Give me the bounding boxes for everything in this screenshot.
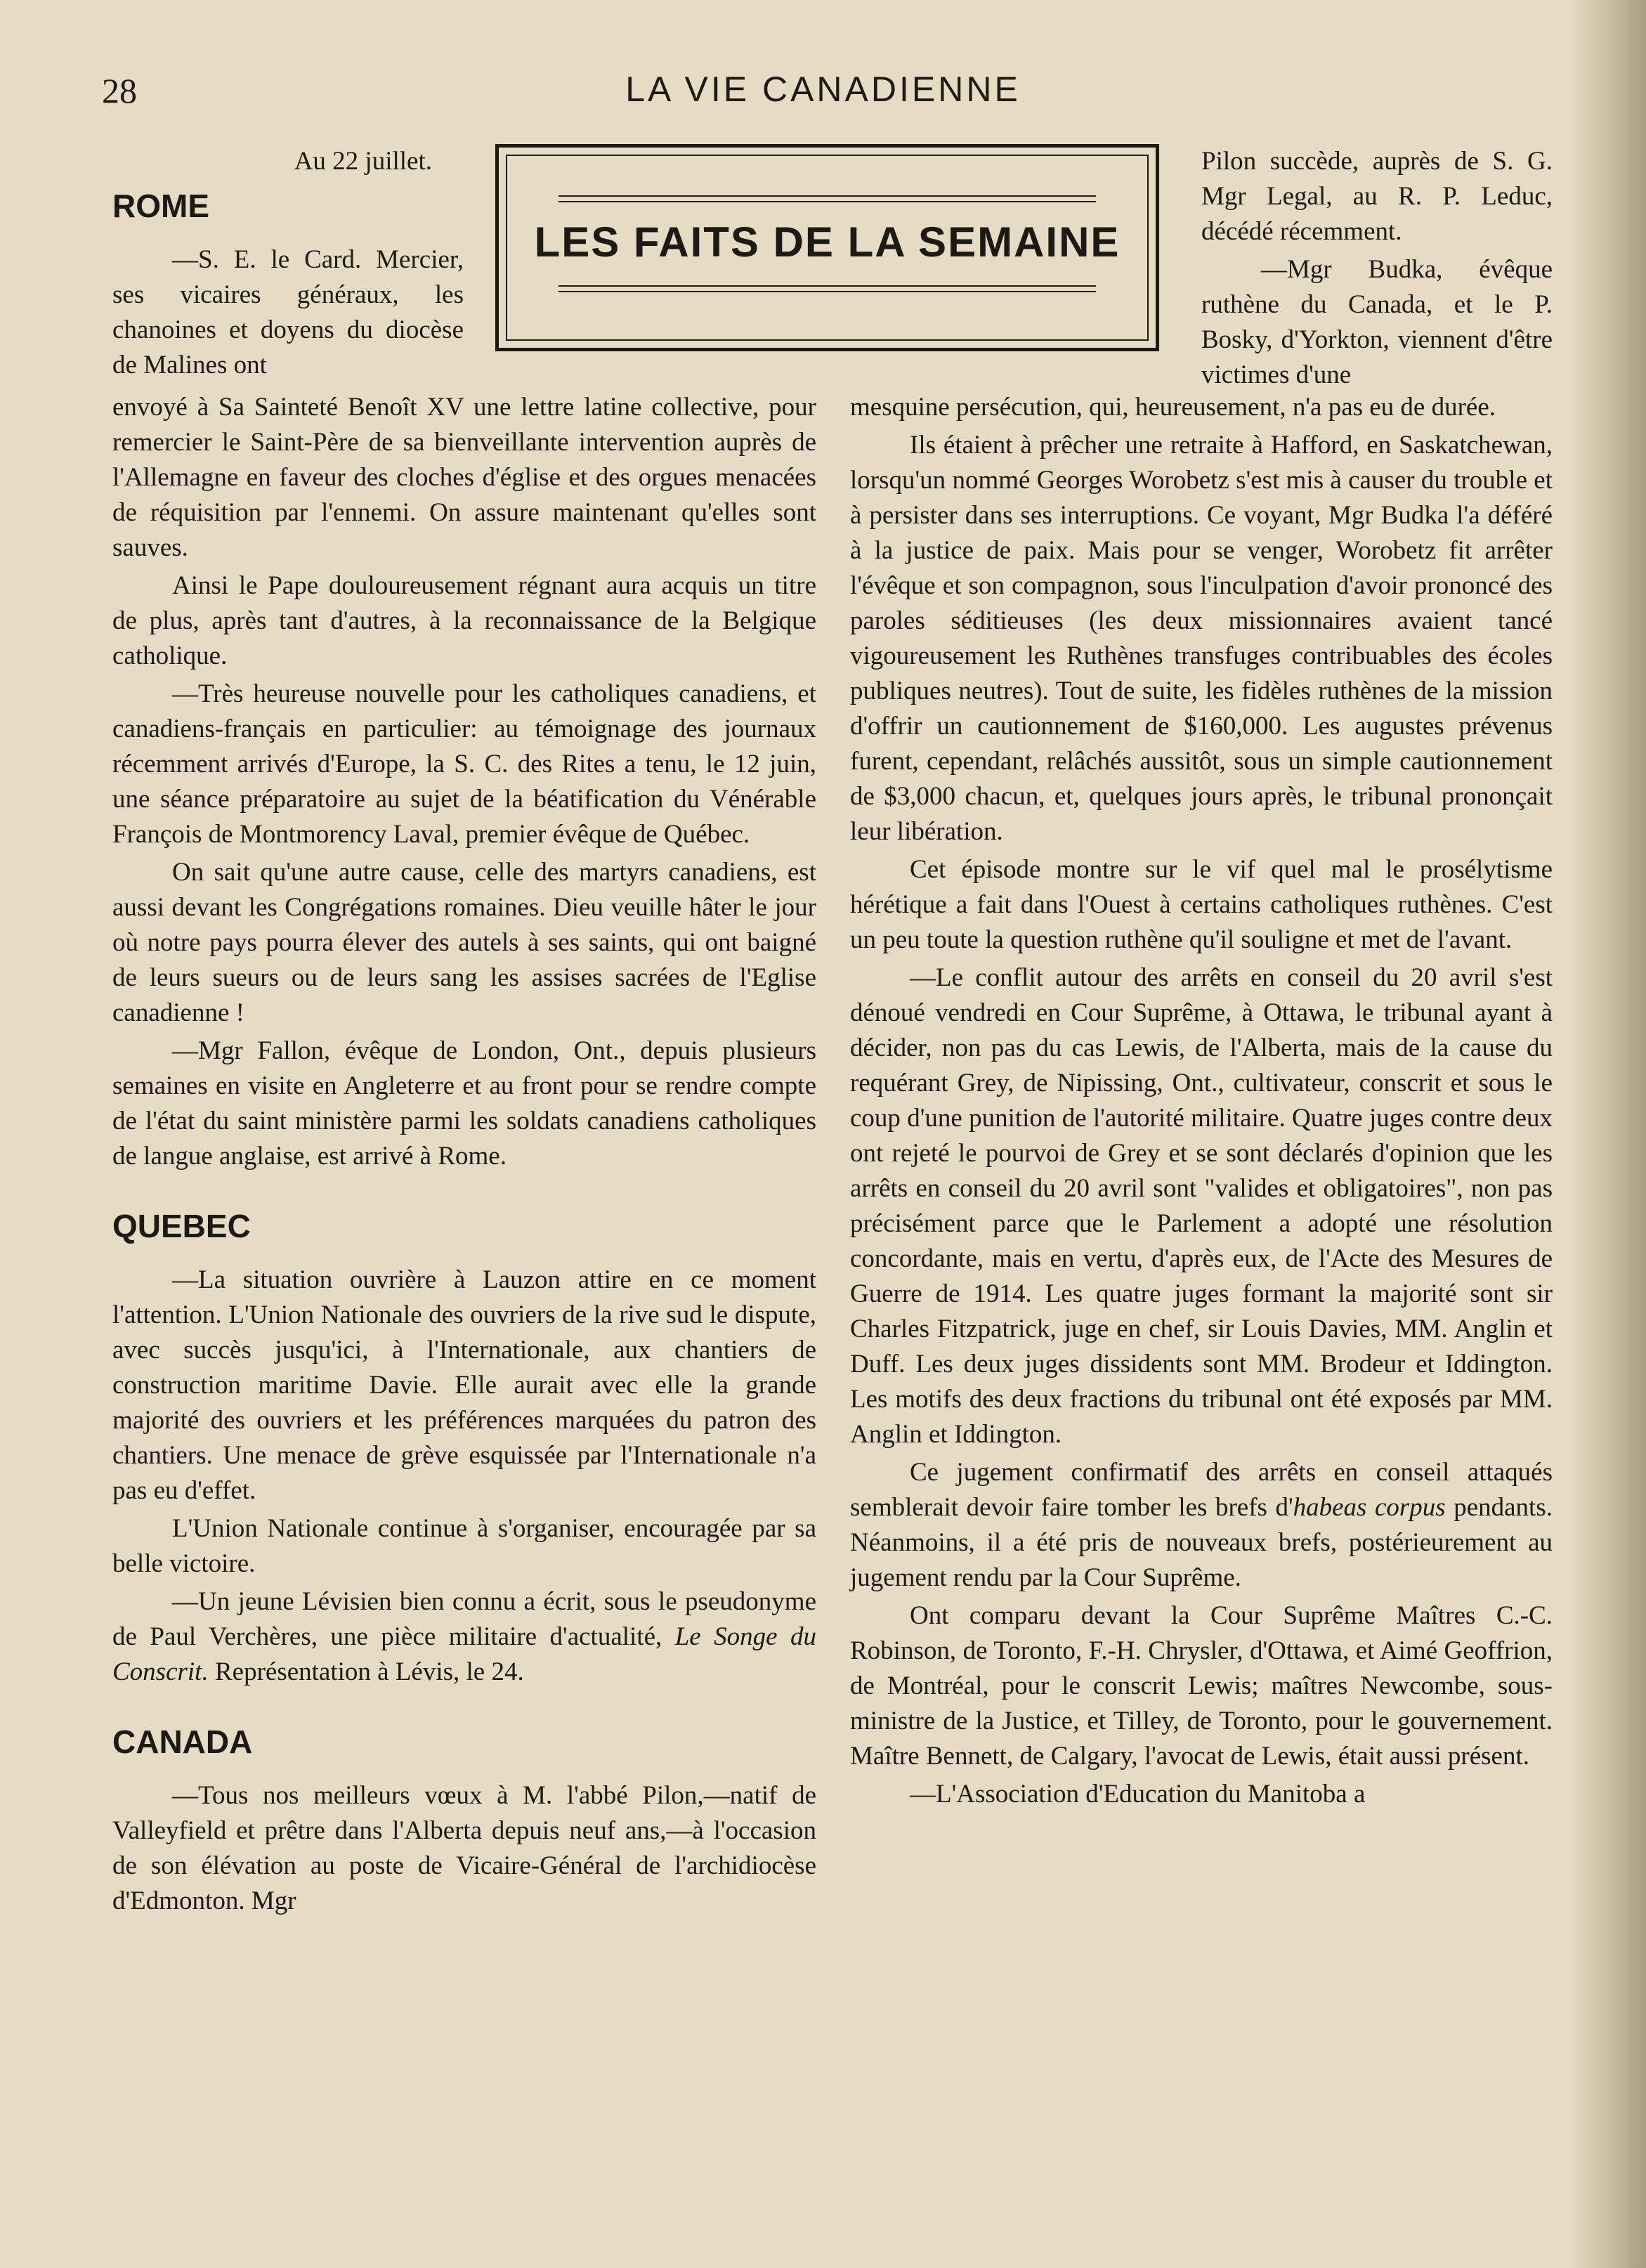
right-column xyxy=(850,390,1553,1812)
rome-paragraph-4: On sait qu'une autre cause, celle des martyrs canadiens, est aussi devant les Congrégations romaines. Dieu veuille hâter le jour où notre pays pourra élever des autels à ses saints, qui ont baigné de leurs sueurs ou de leurs sang les assises sacrées de l'Eglise canadienne ! xyxy=(112,858,816,1027)
quebec-paragraph-3 xyxy=(112,1584,816,1690)
rome-paragraph-5: —Mgr Fallon, évêque de London, Ont., depuis plusieurs semaines en visite en Angleterre et au front pour se rendre compte de l'état du saint ministère parmi les soldats canadiens catholiques de langue anglaise, est arrivé à Rome. xyxy=(112,1036,816,1171)
heading-canada: CANADA xyxy=(112,1723,253,1760)
play-title: Le Songe du Conscrit. xyxy=(112,1622,816,1686)
quebec-p3-after: Représentation à Lévis, le 24. xyxy=(208,1657,524,1686)
rome-paragraph-2: Ainsi le Pape douloureusement régnant aura acquis un titre de plus, après tant d'autres, à la reconnaissance de la Belgique catholique. xyxy=(112,571,816,670)
canada-paragraph-1: —Tous nos meilleurs vœux à M. l'abbé Pilon,—natif de Valleyfield et prêtre dans l'Alberta depuis neuf ans,—à l'occasion de son élévation au poste de Vicaire-Général de l'archidiocèse d'Edmonton. Mgr xyxy=(112,1781,816,1915)
title-rule-bottom xyxy=(559,285,1096,292)
issue-date: Au 22 juillet. xyxy=(294,147,432,176)
pilon-continuation: Pilon succède, auprès de S. G. Mgr Legal, au R. P. Leduc, décédé récemment. xyxy=(1201,147,1553,246)
rome-paragraph-3: —Très heureuse nouvelle pour les catholiques canadiens, et canadiens-français en particulier: au témoignage des journaux récemment arrivés d'Europe, la S. C. des Rites a tenu, le 12 juin, une séance préparatoire au sujet de la béatification du Vénérable François de Montmorency Laval, premier évêque de Québec. xyxy=(112,679,816,849)
left-column xyxy=(112,390,816,1919)
section-title: LES FAITS DE LA SEMAINE xyxy=(534,219,1121,266)
supreme-court-paragraph: —Le conflit autour des arrêts en conseil du 20 avril s'est dénoué vendredi en Cour Suprême, à Ottawa, le tribunal ayant à décider, non pas du cas Lewis, de l'Alberta, mais de la cause du requérant Grey, de Nipissing, Ont., cultivateur, conscrit et sous le coup d'une punition de l'autorité militaire. Quatre juges contre deux ont rejeté le pourvoi de Grey et se sont déclarés d'opinion que les arrêts en conseil du 20 avril sont "valides et obligatoires", non pas précisément parce que le Parlement a adopté une résolution concordante, mais en vertu, d'après eux, de l'Acte des Mesures de Guerre de 1914. Les quatre juges formant la majorité sont sir Charles Fitzpatrick, juge en chef, sir Louis Davies, MM. Anglin et Duff. Les deux juges dissidents sont MM. Brodeur et Iddington. Les motifs des deux fractions du tribunal ont été exposés par MM. Anglin et Iddington. xyxy=(850,963,1553,1449)
habeas-before: Ce jugement confirmatif des arrêts en conseil attaqués semblerait devoir faire tomber les brefs d' xyxy=(850,1458,1553,1522)
budka-paragraph-2: Ils étaient à prêcher une retraite à Hafford, en Saskatchewan, lorsqu'un nommé Georges Worobetz s'est mis à causer du trouble et à persister dans ses interruptions. Ce voyant, Mgr Budka l'a déféré à la justice de paix. Mais pour se venger, Worobetz fit arrêter l'évêque et son compagnon, sous l'inculpation d'avoir prononcé des paroles séditieuses (les deux missionnaires avaient tancé vigoureusement les Ruthènes transfuges contribuables des écoles publiques neutres). Tout de suite, les fidèles ruthènes de la mission d'offrir un cautionnement de $160,000. Les augustes prévenus furent, cependant, relâchés aussitôt, sous un simple cautionnement de $3,000 chacun, et, quelques jours après, le tribunal prononçait leur libération. xyxy=(850,431,1553,846)
budka-paragraph-3: Cet épisode montre sur le vif quel mal le prosélytisme hérétique a fait dans l'Ouest à certains catholiques ruthènes. C'est un peu toute la question ruthène qu'il souligne et met de l'avant. xyxy=(850,855,1553,954)
quebec-p3-before: —Un jeune Lévisien bien connu a écrit, sous le pseudonyme de Paul Verchères, une pièce militaire d'actualité, xyxy=(112,1587,816,1651)
left-top-block xyxy=(112,144,464,383)
page-number: 28 xyxy=(102,71,137,110)
right-top-block xyxy=(1201,144,1553,393)
journal-title: LA VIE CANADIENNE xyxy=(625,70,1021,109)
budka-paragraph-1: mesquine persécution, qui, heureusement, n'a pas eu de durée. xyxy=(850,393,1496,422)
title-rule-top xyxy=(559,195,1096,202)
habeas-after: pendants. Néanmoins, il a été pris de nouveaux brefs, postérieurement au jugement rendu par la Cour Suprême. xyxy=(850,1493,1553,1592)
habeas-corpus-paragraph xyxy=(850,1455,1553,1596)
manitoba-paragraph: —L'Association d'Education du Manitoba a xyxy=(910,1780,1366,1808)
counsel-paragraph: Ont comparu devant la Cour Suprême Maîtres C.-C. Robinson, de Toronto, F.-H. Chrysler, d'Ottawa, et Aimé Geoffrion, de Montréal, pour le conscrit Lewis; maîtres Newcombe, sous-ministre de la Justice, et Tilley, de Toronto, pour le gouvernement. Maître Bennett, de Calgary, l'avocat de Lewis, était aussi présent. xyxy=(850,1601,1553,1771)
page-edge-shadow xyxy=(1569,0,1646,2268)
quebec-paragraph-2: L'Union Nationale continue à s'organiser, encouragée par sa belle victoire. xyxy=(112,1514,816,1578)
section-title-box xyxy=(495,144,1159,351)
heading-quebec: QUEBEC xyxy=(112,1208,251,1244)
heading-rome: ROME xyxy=(112,188,209,224)
quebec-paragraph-1: —La situation ouvrière à Lauzon attire en ce moment l'attention. L'Union Nationale des ouvriers de la rive sud le dispute, avec succès jusqu'ici, à l'Internationale, aux chantiers de construction maritime Davie. Elle aurait avec elle la grande majorité des ouvriers et les préférences marquées du patron des chantiers. Une menace de grève esquissée par l'Internationale n'a pas eu d'effet. xyxy=(112,1265,816,1505)
rome-paragraph-1: envoyé à Sa Sainteté Benoît XV une lettre latine collective, pour remercier le Saint-Père de sa bienveillante intervention auprès de l'Allemagne en faveur des cloches d'église et des orgues menacées de réquisition par l'ennemi. On assure maintenant qu'elles sont sauves. xyxy=(112,393,816,562)
habeas-corpus-term: habeas corpus xyxy=(1293,1493,1446,1522)
rome-lead-paragraph: —S. E. le Card. Mercier, ses vicaires généraux, les chanoines et doyens du diocèse de Malines ont xyxy=(112,245,464,379)
budka-lead-paragraph: —Mgr Budka, évêque ruthène du Canada, et le P. Bosky, d'Yorkton, viennent d'être victimes d'une xyxy=(1201,255,1553,389)
